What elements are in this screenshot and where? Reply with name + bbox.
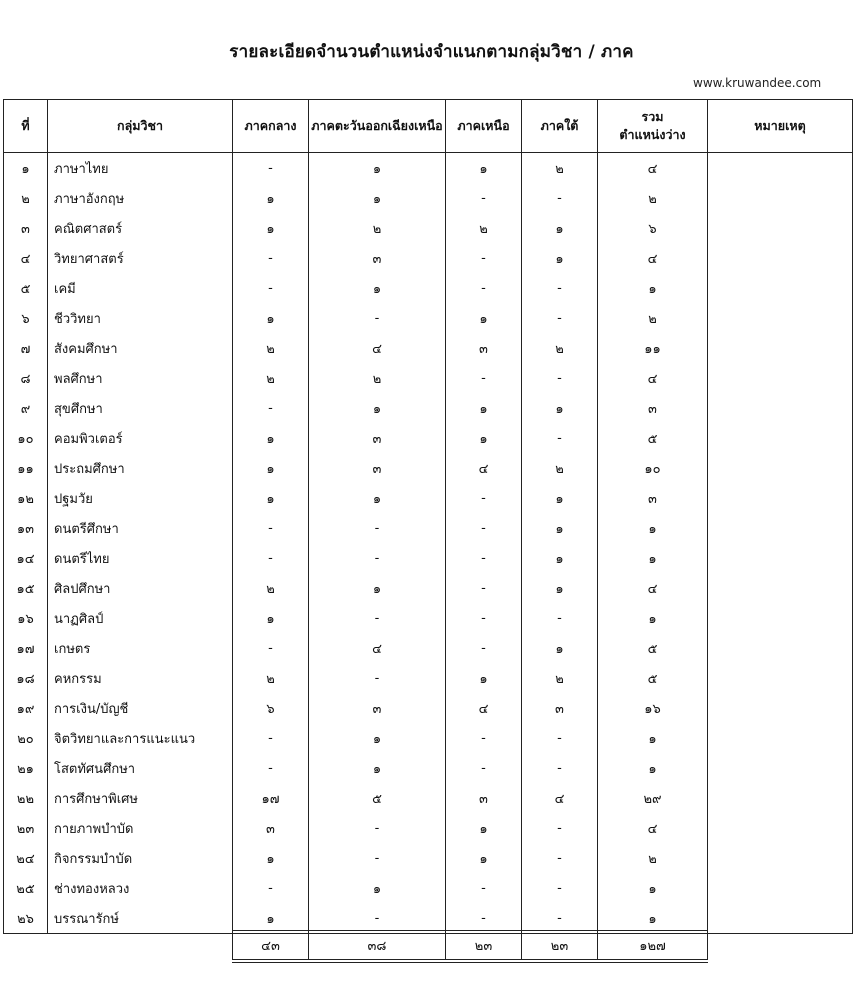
cell-total: ๑	[598, 513, 708, 543]
total-central: ๔๓	[233, 931, 309, 962]
website-label: www.kruwandee.com	[693, 76, 822, 90]
cell-no: ๒	[4, 183, 48, 213]
cell-total: ๕	[598, 633, 708, 663]
cell-south: -	[522, 723, 598, 753]
cell-northeast: -	[309, 663, 446, 693]
cell-no: ๓	[4, 213, 48, 243]
cell-south: ๑	[522, 483, 598, 513]
cell-north: -	[446, 243, 522, 273]
table-row	[4, 303, 853, 333]
cell-central: ๑	[233, 483, 309, 513]
cell-northeast: ๓	[309, 453, 446, 483]
table-row	[4, 903, 853, 934]
table-row	[4, 783, 853, 813]
cell-subject: ภาษาไทย	[48, 153, 233, 184]
header-total-line2: ตำแหน่งว่าง	[619, 127, 686, 142]
cell-south: ๓	[522, 693, 598, 723]
table-header-row	[4, 100, 853, 153]
cell-total: ๑	[598, 753, 708, 783]
cell-no: ๒๐	[4, 723, 48, 753]
cell-central: ๑๗	[233, 783, 309, 813]
cell-total: ๑๑	[598, 333, 708, 363]
cell-central: ๑	[233, 453, 309, 483]
cell-total: ๓	[598, 393, 708, 423]
cell-south: -	[522, 903, 598, 934]
cell-northeast: -	[309, 303, 446, 333]
cell-south: -	[522, 423, 598, 453]
cell-no: ๒๒	[4, 783, 48, 813]
cell-subject: กายภาพบำบัด	[48, 813, 233, 843]
cell-no: ๑๗	[4, 633, 48, 663]
cell-north: -	[446, 723, 522, 753]
cell-subject: สังคมศึกษา	[48, 333, 233, 363]
cell-remark	[708, 423, 853, 453]
cell-total: ๑๐	[598, 453, 708, 483]
cell-north: -	[446, 573, 522, 603]
cell-south: ๑	[522, 543, 598, 573]
cell-south: ๒	[522, 333, 598, 363]
cell-total: ๑	[598, 903, 708, 934]
header-remark: หมายเหตุ	[708, 100, 853, 153]
cell-subject: ภาษาอังกฤษ	[48, 183, 233, 213]
cell-north: ๔	[446, 693, 522, 723]
cell-north: ๑	[446, 393, 522, 423]
cell-northeast: ๓	[309, 693, 446, 723]
cell-central: -	[233, 153, 309, 184]
cell-no: ๔	[4, 243, 48, 273]
cell-remark	[708, 363, 853, 393]
cell-northeast: -	[309, 903, 446, 934]
cell-northeast: -	[309, 603, 446, 633]
cell-south: -	[522, 363, 598, 393]
cell-central: ๒	[233, 333, 309, 363]
cell-northeast: ๓	[309, 243, 446, 273]
cell-south: -	[522, 873, 598, 903]
cell-northeast: ๒	[309, 363, 446, 393]
cell-no: ๒๑	[4, 753, 48, 783]
cell-central: ๒	[233, 363, 309, 393]
cell-subject: ประถมศึกษา	[48, 453, 233, 483]
table-row	[4, 183, 853, 213]
cell-subject: เคมี	[48, 273, 233, 303]
cell-central: ๑	[233, 303, 309, 333]
table-body	[4, 153, 853, 934]
cell-total: ๑	[598, 603, 708, 633]
cell-south: ๑	[522, 213, 598, 243]
cell-northeast: ๔	[309, 333, 446, 363]
cell-remark	[708, 573, 853, 603]
cell-remark	[708, 843, 853, 873]
cell-no: ๖	[4, 303, 48, 333]
cell-remark	[708, 453, 853, 483]
cell-total: ๔	[598, 153, 708, 184]
cell-central: -	[233, 513, 309, 543]
cell-no: ๘	[4, 363, 48, 393]
cell-subject: ช่างทองหลวง	[48, 873, 233, 903]
cell-subject: โสตทัศนศึกษา	[48, 753, 233, 783]
cell-northeast: ๑	[309, 723, 446, 753]
cell-total: ๔	[598, 243, 708, 273]
cell-northeast: ๑	[309, 753, 446, 783]
cell-south: -	[522, 273, 598, 303]
table-row	[4, 483, 853, 513]
header-central: ภาคกลาง	[233, 100, 309, 153]
cell-north: -	[446, 363, 522, 393]
cell-north: -	[446, 633, 522, 663]
table-row	[4, 723, 853, 753]
cell-remark	[708, 783, 853, 813]
cell-subject: จิตวิทยาและการแนะแนว	[48, 723, 233, 753]
cell-total: ๒	[598, 303, 708, 333]
cell-total: ๑	[598, 273, 708, 303]
cell-total: ๔	[598, 573, 708, 603]
cell-no: ๙	[4, 393, 48, 423]
cell-north: ๓	[446, 333, 522, 363]
cell-north: -	[446, 603, 522, 633]
cell-south: ๑	[522, 243, 598, 273]
cell-south: ๑	[522, 633, 598, 663]
table-row	[4, 843, 853, 873]
table-row	[4, 243, 853, 273]
table-row	[4, 393, 853, 423]
document-title: รายละเอียดจำนวนตำแหน่งจำแนกตามกลุ่มวิชา / ภาค	[229, 42, 634, 62]
total-south: ๒๓	[522, 931, 598, 962]
cell-central: ๖	[233, 693, 309, 723]
cell-no: ๒๖	[4, 903, 48, 934]
cell-south: ๑	[522, 513, 598, 543]
cell-north: -	[446, 183, 522, 213]
cell-north: -	[446, 753, 522, 783]
cell-remark	[708, 333, 853, 363]
cell-south: ๔	[522, 783, 598, 813]
cell-remark	[708, 633, 853, 663]
cell-subject: การศึกษาพิเศษ	[48, 783, 233, 813]
cell-northeast: ๑	[309, 393, 446, 423]
cell-north: -	[446, 483, 522, 513]
cell-northeast: ๑	[309, 573, 446, 603]
cell-northeast: -	[309, 543, 446, 573]
header-north: ภาคเหนือ	[446, 100, 522, 153]
cell-no: ๒๓	[4, 813, 48, 843]
cell-no: ๑๖	[4, 603, 48, 633]
cell-central: ๑	[233, 603, 309, 633]
cell-remark	[708, 183, 853, 213]
cell-remark	[708, 513, 853, 543]
cell-total: ๓	[598, 483, 708, 513]
total-all: ๑๒๗	[598, 931, 708, 962]
cell-central: ๑	[233, 183, 309, 213]
cell-subject: วิทยาศาสตร์	[48, 243, 233, 273]
cell-central: ๒	[233, 573, 309, 603]
header-total	[598, 100, 708, 153]
cell-total: ๒	[598, 843, 708, 873]
cell-remark	[708, 273, 853, 303]
cell-south: -	[522, 603, 598, 633]
table-row	[4, 333, 853, 363]
cell-north: ๑	[446, 153, 522, 184]
table-row	[4, 663, 853, 693]
cell-south: -	[522, 843, 598, 873]
cell-northeast: ๑	[309, 483, 446, 513]
cell-no: ๕	[4, 273, 48, 303]
cell-subject: พลศึกษา	[48, 363, 233, 393]
cell-remark	[708, 213, 853, 243]
header-northeast: ภาคตะวันออกเฉียงเหนือ	[309, 100, 446, 153]
cell-subject: ดนตรีไทย	[48, 543, 233, 573]
cell-central: -	[233, 393, 309, 423]
cell-subject: คณิตศาสตร์	[48, 213, 233, 243]
cell-north: -	[446, 513, 522, 543]
cell-no: ๑	[4, 153, 48, 184]
table-row	[4, 213, 853, 243]
table-row	[4, 813, 853, 843]
cell-no: ๑๘	[4, 663, 48, 693]
table-row	[4, 603, 853, 633]
cell-subject: สุขศึกษา	[48, 393, 233, 423]
cell-subject: คหกรรม	[48, 663, 233, 693]
cell-south: ๑	[522, 573, 598, 603]
cell-remark	[708, 603, 853, 633]
cell-north: -	[446, 903, 522, 934]
header-no: ที่	[4, 100, 48, 153]
cell-no: ๑๓	[4, 513, 48, 543]
cell-total: ๑	[598, 543, 708, 573]
cell-north: ๑	[446, 813, 522, 843]
cell-north: ๑	[446, 303, 522, 333]
cell-north: ๔	[446, 453, 522, 483]
cell-south: -	[522, 303, 598, 333]
cell-central: -	[233, 633, 309, 663]
cell-remark	[708, 483, 853, 513]
cell-remark	[708, 903, 853, 934]
cell-total: ๕	[598, 423, 708, 453]
cell-central: -	[233, 243, 309, 273]
table-row	[4, 423, 853, 453]
cell-remark	[708, 753, 853, 783]
cell-central: ๓	[233, 813, 309, 843]
cell-total: ๑	[598, 723, 708, 753]
cell-remark	[708, 393, 853, 423]
cell-central: ๑	[233, 843, 309, 873]
cell-no: ๗	[4, 333, 48, 363]
cell-subject: การเงิน/บัญชี	[48, 693, 233, 723]
cell-subject: ศิลปศึกษา	[48, 573, 233, 603]
cell-south: ๒	[522, 453, 598, 483]
cell-northeast: -	[309, 813, 446, 843]
cell-total: ๔	[598, 813, 708, 843]
cell-central: ๑	[233, 423, 309, 453]
cell-northeast: -	[309, 513, 446, 543]
totals-row	[232, 930, 708, 963]
cell-remark	[708, 153, 853, 184]
cell-northeast: ๔	[309, 633, 446, 663]
table-row	[4, 453, 853, 483]
cell-northeast: ๑	[309, 873, 446, 903]
cell-no: ๒๔	[4, 843, 48, 873]
cell-central: ๒	[233, 663, 309, 693]
table-row	[4, 273, 853, 303]
cell-subject: ปฐมวัย	[48, 483, 233, 513]
cell-north: ๑	[446, 663, 522, 693]
header-subject: กลุ่มวิชา	[48, 100, 233, 153]
cell-subject: ดนตรีศึกษา	[48, 513, 233, 543]
cell-central: ๑	[233, 213, 309, 243]
cell-south: ๒	[522, 153, 598, 184]
table-row	[4, 633, 853, 663]
cell-remark	[708, 723, 853, 753]
cell-central: -	[233, 873, 309, 903]
table-row	[4, 513, 853, 543]
cell-total: ๖	[598, 213, 708, 243]
cell-total: ๕	[598, 663, 708, 693]
cell-total: ๔	[598, 363, 708, 393]
cell-remark	[708, 693, 853, 723]
cell-south: -	[522, 813, 598, 843]
cell-northeast: ๑	[309, 153, 446, 184]
cell-subject: กิจกรรมบำบัด	[48, 843, 233, 873]
cell-north: ๓	[446, 783, 522, 813]
cell-central: -	[233, 273, 309, 303]
positions-table	[3, 99, 853, 934]
cell-total: ๒๙	[598, 783, 708, 813]
table-row	[4, 693, 853, 723]
cell-north: ๑	[446, 843, 522, 873]
cell-south: ๒	[522, 663, 598, 693]
table-row	[4, 363, 853, 393]
table-row	[4, 573, 853, 603]
cell-subject: นาฏศิลป์	[48, 603, 233, 633]
cell-total: ๑	[598, 873, 708, 903]
cell-subject: ชีววิทยา	[48, 303, 233, 333]
cell-north: -	[446, 273, 522, 303]
cell-remark	[708, 543, 853, 573]
cell-north: ๑	[446, 423, 522, 453]
table-row	[4, 753, 853, 783]
cell-northeast: ๒	[309, 213, 446, 243]
cell-remark	[708, 303, 853, 333]
cell-northeast: ๑	[309, 183, 446, 213]
cell-south: -	[522, 183, 598, 213]
cell-no: ๑๐	[4, 423, 48, 453]
cell-central: ๑	[233, 903, 309, 934]
cell-northeast: ๑	[309, 273, 446, 303]
header-south: ภาคใต้	[522, 100, 598, 153]
cell-central: -	[233, 753, 309, 783]
table-row	[4, 153, 853, 184]
cell-subject: คอมพิวเตอร์	[48, 423, 233, 453]
total-northeast: ๓๘	[309, 931, 446, 962]
cell-no: ๑๑	[4, 453, 48, 483]
cell-no: ๑๒	[4, 483, 48, 513]
cell-northeast: ๓	[309, 423, 446, 453]
cell-total: ๑๖	[598, 693, 708, 723]
cell-remark	[708, 243, 853, 273]
cell-remark	[708, 813, 853, 843]
cell-south: -	[522, 753, 598, 783]
cell-central: -	[233, 543, 309, 573]
table-row	[4, 873, 853, 903]
cell-total: ๒	[598, 183, 708, 213]
cell-northeast: ๕	[309, 783, 446, 813]
cell-no: ๑๙	[4, 693, 48, 723]
cell-north: -	[446, 543, 522, 573]
cell-north: -	[446, 873, 522, 903]
cell-north: ๒	[446, 213, 522, 243]
table-row	[4, 543, 853, 573]
cell-subject: บรรณารักษ์	[48, 903, 233, 934]
cell-no: ๑๔	[4, 543, 48, 573]
cell-remark	[708, 873, 853, 903]
cell-subject: เกษตร	[48, 633, 233, 663]
total-north: ๒๓	[446, 931, 522, 962]
cell-northeast: -	[309, 843, 446, 873]
cell-remark	[708, 663, 853, 693]
cell-central: -	[233, 723, 309, 753]
cell-no: ๒๕	[4, 873, 48, 903]
header-total-line1: รวม	[641, 109, 664, 124]
cell-south: ๑	[522, 393, 598, 423]
cell-no: ๑๕	[4, 573, 48, 603]
